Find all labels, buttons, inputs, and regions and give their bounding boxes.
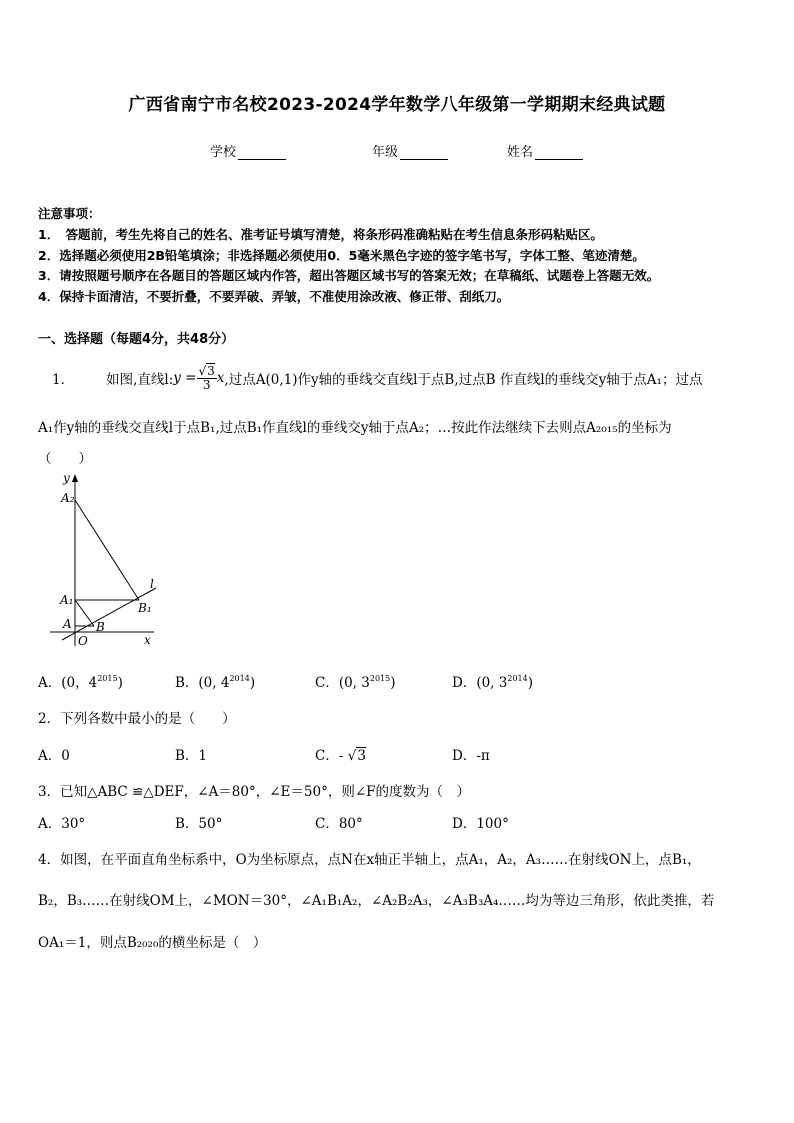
- formula-fraction: $\frac{√3}{3}$: [198, 363, 215, 392]
- label-y: y: [63, 471, 70, 485]
- grade-blank[interactable]: [400, 147, 448, 160]
- label-a2: A₂: [61, 491, 75, 505]
- option-d[interactable]: D．100°: [452, 816, 509, 832]
- segment-a2-b1: [75, 500, 139, 600]
- option-a[interactable]: A．30°: [38, 816, 86, 832]
- label-b1: B₁: [138, 601, 152, 615]
- grade-field: [372, 141, 448, 160]
- question-4-line2: B₂，B₃……在射线OM上，∠MON＝30°，∠A₁B₁A₂，∠A₂B₂A₃，∠A₃B₃A₄……均为等边三角形，依此类推，若: [38, 893, 715, 909]
- notice-item: 4．保持卡面清洁，不要折叠，不要弄破、弄皱，不准使用涂改液、修正带、刮纸刀。: [38, 289, 510, 304]
- label-b: B: [96, 620, 105, 634]
- question-4-line1: 4．如图，在平面直角坐标系中，O为坐标原点，点N在x轴正半轴上，点A₁，A₂，A₃……在射线ON上，点B₁，: [38, 852, 701, 868]
- option-b[interactable]: B．50°: [175, 816, 223, 832]
- question-text: ,过点A(0,1)作y轴的垂线交直线l于点B,过点B 作直线l的垂线交y轴于点A₁；过点: [224, 372, 703, 388]
- segment-a1-b: [75, 600, 94, 626]
- option-b[interactable]: B．1: [175, 748, 208, 764]
- question-text: 如图,直线l:: [106, 372, 174, 388]
- notice-item: 1． 答题前，考生先将自己的姓名、准考证号填写清楚，将条形码准确粘贴在考生信息条形码粘贴区。: [38, 227, 603, 242]
- school-field: [210, 141, 286, 160]
- school-blank[interactable]: [238, 147, 286, 160]
- sqrt-value: 3: [357, 748, 366, 764]
- name-label: 姓名: [507, 145, 534, 160]
- option-d[interactable]: D．-π: [452, 748, 490, 764]
- option-c[interactable]: C．- √3: [315, 748, 366, 764]
- option-d[interactable]: D．(0, $3^{2014}$): [452, 674, 533, 691]
- option-a[interactable]: A．0: [38, 748, 70, 764]
- name-blank[interactable]: [535, 147, 583, 160]
- formula-x: x: [216, 370, 225, 386]
- label-l: l: [150, 577, 154, 591]
- option-c[interactable]: C．(0, $3^{2015}$): [315, 674, 396, 691]
- question-4-line3: OA₁＝1，则点B₂₀₂₀的横坐标是（ ）: [38, 935, 267, 951]
- question-number: 1．: [52, 372, 75, 388]
- notice-item: 3．请按照题号顺序在各题目的答题区域内作答，超出答题区域书写的答案无效；在草稿纸、试题卷上答题无效。: [38, 268, 660, 283]
- label-x: x: [144, 633, 151, 647]
- section-heading: 一、选择题（每题4分，共48分）: [38, 332, 235, 347]
- y-axis-arrow: [72, 474, 78, 482]
- question-3-text: 3．已知△ABC ≌△DEF，∠A＝80°，∠E＝50°，则∠F的度数为（ ）: [38, 784, 471, 800]
- option-a[interactable]: A．(0，$4^{2015}$): [38, 674, 123, 691]
- fraction-denominator: 3: [202, 377, 211, 392]
- label-a1: A₁: [60, 593, 74, 607]
- option-c[interactable]: C．80°: [315, 816, 363, 832]
- label-a: A: [63, 617, 72, 631]
- question-2-text: 2．下列各数中最小的是（ ）: [38, 711, 236, 727]
- formula-y: y =: [173, 370, 197, 386]
- notice-item: 2．选择题必须使用2B铅笔填涂；非选择题必须使用0．5毫米黑色字迹的签字笔书写，字体工整、笔迹清楚。: [38, 248, 645, 263]
- notice-heading: 注意事项：: [38, 206, 101, 221]
- option-b[interactable]: B．(0, $4^{2014}$): [175, 674, 256, 691]
- question-1-line2: A₁作y轴的垂线交直线l于点B₁,过点B₁作直线l的垂线交y轴于点A₂；…按此作法继续下去则点A₂₀₁₅的坐标为: [38, 420, 672, 436]
- page-title: 广西省南宁市名校2023-2024学年数学八年级第一学期期末经典试题: [128, 95, 666, 115]
- answer-paren: （ ）: [38, 451, 92, 467]
- name-field: [507, 141, 583, 160]
- school-label: 学校: [210, 145, 237, 160]
- question-1-line1: [52, 360, 702, 396]
- question-1-figure: [44, 470, 164, 650]
- grade-label: 年级: [372, 145, 399, 160]
- label-o: O: [78, 634, 88, 648]
- fraction-numerator: 3: [207, 363, 215, 378]
